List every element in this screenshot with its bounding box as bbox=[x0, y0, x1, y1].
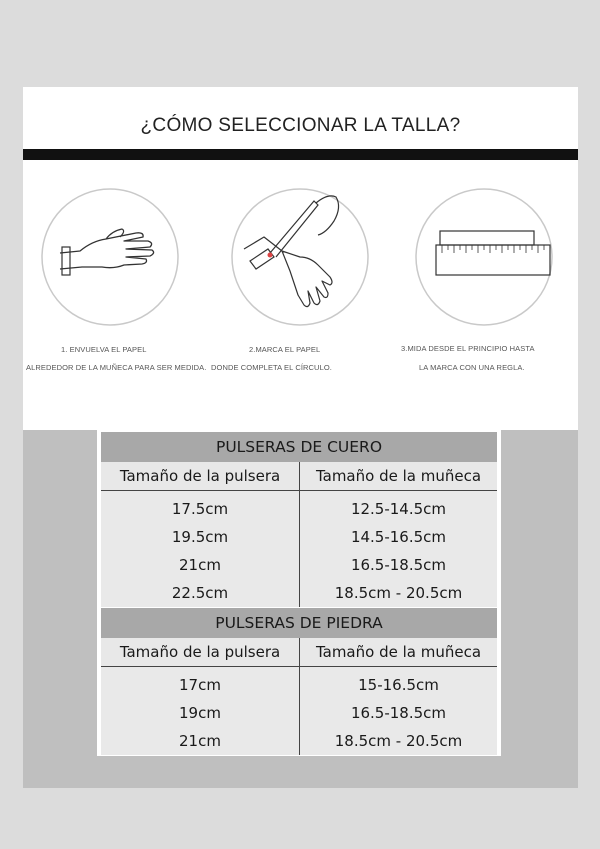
leather-bracelet-cell: 22.5cm bbox=[101, 579, 300, 607]
stone-col-wrist-size: Tamaño de la muñeca bbox=[300, 638, 498, 667]
title-divider-bar bbox=[23, 149, 578, 160]
step-3-line-2: LA MARCA CON UNA REGLA. bbox=[419, 363, 525, 372]
size-tables bbox=[97, 430, 501, 756]
stone-wrist-cell: 18.5cm - 20.5cm bbox=[300, 727, 498, 755]
leather-table-title: PULSERAS DE CUERO bbox=[101, 432, 497, 462]
table-row bbox=[101, 523, 497, 551]
ruler-icon bbox=[414, 187, 554, 327]
stone-bracelet-cell: 19cm bbox=[101, 699, 300, 727]
step-1-line-1: 1. ENVUELVA EL PAPEL bbox=[61, 345, 147, 354]
leather-wrist-cell: 16.5-18.5cm bbox=[300, 551, 498, 579]
stone-bracelet-cell: 21cm bbox=[101, 727, 300, 755]
table-row bbox=[101, 491, 497, 524]
stone-table-title: PULSERAS DE PIEDRA bbox=[101, 608, 497, 638]
table-row bbox=[101, 699, 497, 727]
leather-bracelet-cell: 17.5cm bbox=[101, 491, 300, 524]
step-1-line-2: ALREDEDOR DE LA MUÑECA PARA SER MEDIDA. bbox=[26, 363, 207, 372]
wrap-hand-icon bbox=[40, 187, 180, 327]
leather-bracelet-cell: 19.5cm bbox=[101, 523, 300, 551]
table-row bbox=[101, 727, 497, 755]
leather-wrist-cell: 18.5cm - 20.5cm bbox=[300, 579, 498, 607]
stone-wrist-cell: 16.5-18.5cm bbox=[300, 699, 498, 727]
mark-wrist-icon bbox=[230, 187, 370, 327]
stone-size-table bbox=[101, 608, 497, 755]
leather-size-table bbox=[101, 432, 497, 607]
leather-col-wrist-size: Tamaño de la muñeca bbox=[300, 462, 498, 491]
stone-wrist-cell: 15-16.5cm bbox=[300, 667, 498, 700]
step-2-line-2: DONDE COMPLETA EL CÍRCULO. bbox=[211, 363, 332, 372]
table-row bbox=[101, 579, 497, 607]
leather-wrist-cell: 14.5-16.5cm bbox=[300, 523, 498, 551]
step-3-line-1: 3.MIDA DESDE EL PRINCIPIO HASTA bbox=[401, 344, 535, 353]
size-guide-card bbox=[23, 87, 578, 430]
table-row bbox=[101, 551, 497, 579]
stone-bracelet-cell: 17cm bbox=[101, 667, 300, 700]
leather-wrist-cell: 12.5-14.5cm bbox=[300, 491, 498, 524]
stone-col-bracelet-size: Tamaño de la pulsera bbox=[101, 638, 300, 667]
step-2-line-1: 2.MARCA EL PAPEL bbox=[249, 345, 321, 354]
page-title: ¿CÓMO SELECCIONAR LA TALLA? bbox=[140, 115, 461, 136]
table-row bbox=[101, 667, 497, 700]
leather-bracelet-cell: 21cm bbox=[101, 551, 300, 579]
leather-col-bracelet-size: Tamaño de la pulsera bbox=[101, 462, 300, 491]
